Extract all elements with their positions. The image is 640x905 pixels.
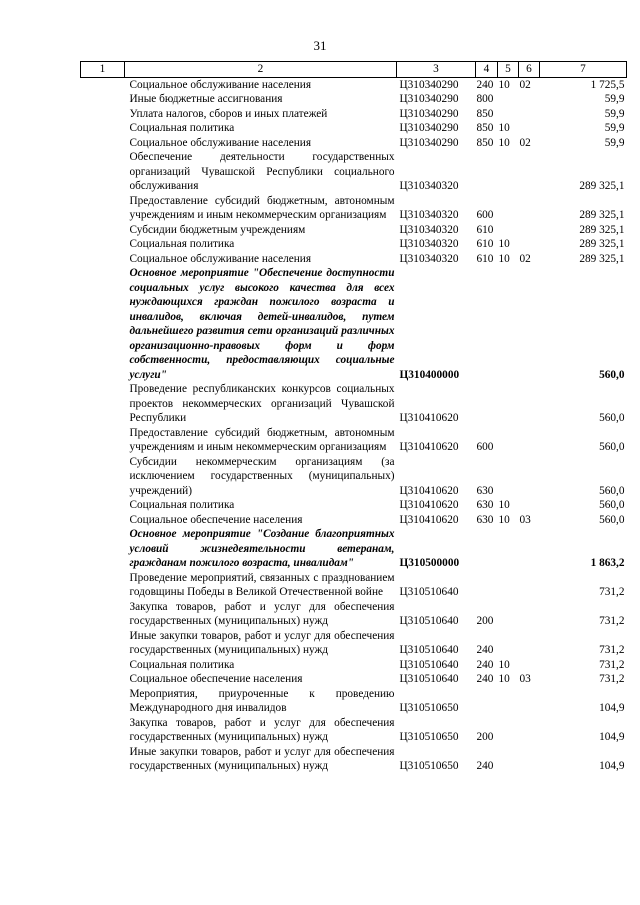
row-amount: 59,9 xyxy=(604,122,625,134)
row-target-code: Ц310400000 xyxy=(399,368,460,381)
row-expense-type xyxy=(476,266,498,382)
row-section xyxy=(498,92,519,107)
row-name: Социальное обслуживание населения xyxy=(129,78,312,91)
row-name: Уплата налогов, сборов и иных платежей xyxy=(129,107,328,120)
row-subsection xyxy=(519,121,540,136)
table-row xyxy=(81,92,627,107)
row-target-code: Ц310340320 xyxy=(399,252,459,265)
row-section xyxy=(498,266,519,382)
header-col-4: 4 xyxy=(476,62,498,78)
row-subsection xyxy=(519,600,540,629)
row-name: Проведение мероприятий, связанных с празднованием годовщины Победы в Великой Отечественной войне xyxy=(129,571,395,598)
table-row xyxy=(81,382,627,426)
row-amount: 59,9 xyxy=(604,107,625,120)
row-number-cell xyxy=(81,136,125,151)
row-target-code: Ц310410620 xyxy=(399,513,459,526)
row-name: Предоставление субсидий бюджетным, автономным учреждениям и иным некоммерческим организациям xyxy=(129,426,395,453)
table-row xyxy=(81,498,627,513)
row-name: Закупка товаров, работ и услуг для обеспечения государственных (муниципальных) нужд xyxy=(129,600,395,627)
row-amount: 1 725,5 xyxy=(590,78,625,91)
row-number-cell xyxy=(81,629,125,658)
table-row xyxy=(81,194,627,223)
row-expense-type: 850 xyxy=(476,107,494,120)
row-target-code: Ц310410620 xyxy=(399,499,459,511)
row-amount: 289 325,1 xyxy=(579,252,625,265)
row-subsection xyxy=(519,571,540,600)
row-number-cell xyxy=(81,455,125,499)
row-subsection: 03 xyxy=(519,673,531,685)
table-row xyxy=(81,629,627,658)
row-number-cell xyxy=(81,687,125,716)
row-expense-type: 240 xyxy=(476,78,494,91)
row-number-cell xyxy=(81,266,125,382)
row-subsection xyxy=(519,629,540,658)
row-expense-type: 200 xyxy=(476,615,494,627)
table-row xyxy=(81,716,627,745)
row-number-cell xyxy=(81,223,125,238)
row-subsection xyxy=(519,194,540,223)
table-row xyxy=(81,150,627,194)
table-row xyxy=(81,426,627,455)
row-amount: 731,2 xyxy=(599,658,625,671)
row-subsection xyxy=(519,266,540,382)
table-row xyxy=(81,527,627,571)
row-expense-type: 240 xyxy=(476,644,494,656)
row-target-code: Ц310340290 xyxy=(399,78,459,91)
row-expense-type xyxy=(476,527,498,571)
table-row xyxy=(81,687,627,716)
row-subsection xyxy=(519,223,540,238)
row-amount: 731,2 xyxy=(599,644,625,656)
row-section: 10 xyxy=(498,513,510,526)
table-row xyxy=(81,513,627,528)
row-subsection xyxy=(519,687,540,716)
row-amount: 731,2 xyxy=(599,673,625,685)
row-expense-type: 240 xyxy=(476,658,494,671)
row-section: 10 xyxy=(498,673,510,685)
row-target-code: Ц310510640 xyxy=(399,658,459,671)
table-row xyxy=(81,266,627,382)
table-row xyxy=(81,121,627,136)
row-number-cell xyxy=(81,498,125,513)
row-target-code: Ц310500000 xyxy=(399,557,460,569)
row-subsection xyxy=(519,150,540,194)
row-section xyxy=(498,382,519,426)
row-name: Социальное обеспечение населения xyxy=(129,513,303,526)
table-row xyxy=(81,252,627,267)
row-expense-type: 630 xyxy=(476,513,494,526)
header-row xyxy=(81,62,627,78)
row-expense-type xyxy=(476,571,498,600)
row-target-code: Ц310510650 xyxy=(399,702,459,714)
row-subsection: 02 xyxy=(519,136,531,149)
row-amount: 560,0 xyxy=(599,484,625,497)
row-subsection: 03 xyxy=(519,513,531,526)
page-number: 31 xyxy=(313,38,327,53)
row-name: Основное мероприятие "Обеспечение доступности социальных услуг высокого качества для всех нуждающихся граждан пожилого возраста и инвалидов, включая детей-инвалидов, путем дальнейшего развития сети организаций различных организационно-правовых форм и форм собственности, предоставляющих социальные услуги" xyxy=(129,267,395,381)
row-section xyxy=(498,687,519,716)
table-row xyxy=(81,571,627,600)
header-col-3: 3 xyxy=(397,62,476,78)
row-number-cell xyxy=(81,194,125,223)
row-number-cell xyxy=(81,716,125,745)
table-row xyxy=(81,107,627,122)
row-amount: 560,0 xyxy=(599,441,625,453)
row-expense-type: 200 xyxy=(476,731,494,743)
row-name: Обеспечение деятельности государственных организаций Чувашской Республики социального обслуживания xyxy=(129,151,395,192)
row-section: 10 xyxy=(498,136,510,149)
row-subsection xyxy=(519,716,540,745)
row-section xyxy=(498,194,519,223)
row-subsection xyxy=(519,92,540,107)
row-number-cell xyxy=(81,600,125,629)
row-section xyxy=(498,571,519,600)
row-subsection xyxy=(519,426,540,455)
row-expense-type: 630 xyxy=(476,499,494,511)
row-section: 10 xyxy=(498,238,510,250)
row-expense-type xyxy=(476,150,498,194)
row-target-code: Ц310340320 xyxy=(399,180,459,192)
row-subsection xyxy=(519,745,540,774)
table-body xyxy=(81,77,627,774)
row-section xyxy=(498,150,519,194)
row-target-code: Ц310510640 xyxy=(399,586,459,598)
row-expense-type: 600 xyxy=(476,441,494,453)
row-expense-type: 850 xyxy=(476,136,494,149)
header-col-7: 7 xyxy=(540,62,627,78)
table-row xyxy=(81,658,627,673)
row-subsection xyxy=(519,527,540,571)
row-subsection xyxy=(519,237,540,252)
row-target-code: Ц310340290 xyxy=(399,136,459,149)
row-section: 10 xyxy=(498,78,510,91)
row-subsection xyxy=(519,658,540,673)
row-section: 10 xyxy=(498,658,510,671)
row-amount: 104,9 xyxy=(599,760,625,772)
row-expense-type: 850 xyxy=(476,122,494,134)
row-number-cell xyxy=(81,426,125,455)
table-row xyxy=(81,745,627,774)
row-amount: 104,9 xyxy=(599,731,625,743)
row-expense-type: 610 xyxy=(476,223,494,236)
row-section xyxy=(498,527,519,571)
row-number-cell xyxy=(81,150,125,194)
row-section xyxy=(498,223,519,238)
row-expense-type xyxy=(476,382,498,426)
row-target-code: Ц310510640 xyxy=(399,644,459,656)
table-header xyxy=(81,62,627,78)
row-amount: 560,0 xyxy=(599,412,625,424)
row-section xyxy=(498,107,519,122)
row-number-cell xyxy=(81,382,125,426)
row-amount: 289 325,1 xyxy=(579,223,625,236)
row-target-code: Ц310340290 xyxy=(399,107,459,120)
table-row xyxy=(81,223,627,238)
row-number-cell xyxy=(81,513,125,528)
row-name: Социальная политика xyxy=(129,238,235,250)
row-section: 10 xyxy=(498,252,510,265)
row-amount: 289 325,1 xyxy=(579,238,625,250)
row-target-code: Ц310510650 xyxy=(399,760,459,772)
row-amount: 59,9 xyxy=(604,93,625,105)
row-name: Основное мероприятие "Создание благоприятных условий жизнедеятельности ветеранам, гражданам пожилого возраста, инвалидам" xyxy=(129,528,395,569)
row-name: Иные закупки товаров, работ и услуг для обеспечения государственных (муниципальных) нужд xyxy=(129,745,395,772)
row-name: Социальная политика xyxy=(129,658,235,671)
row-amount: 104,9 xyxy=(599,702,625,714)
row-name: Предоставление субсидий бюджетным, автономным учреждениям и иным некоммерческим организациям xyxy=(129,194,395,221)
row-name: Социальное обеспечение населения xyxy=(129,673,303,685)
row-expense-type: 610 xyxy=(476,238,494,250)
row-subsection xyxy=(519,107,540,122)
row-number-cell xyxy=(81,237,125,252)
row-amount: 289 325,1 xyxy=(579,209,625,221)
table-row xyxy=(81,672,627,687)
header-col-1: 1 xyxy=(81,62,125,78)
table-row xyxy=(81,455,627,499)
header-col-5: 5 xyxy=(498,62,519,78)
row-number-cell xyxy=(81,121,125,136)
row-target-code: Ц310510650 xyxy=(399,731,459,743)
row-expense-type: 630 xyxy=(476,484,494,497)
header-col-2: 2 xyxy=(125,62,397,78)
header-col-6: 6 xyxy=(519,62,540,78)
row-target-code: Ц310410620 xyxy=(399,484,459,497)
row-section: 10 xyxy=(498,122,510,134)
row-amount: 731,2 xyxy=(599,615,625,627)
row-number-cell xyxy=(81,107,125,122)
row-number-cell xyxy=(81,672,125,687)
row-amount: 289 325,1 xyxy=(579,180,625,192)
row-number-cell xyxy=(81,92,125,107)
row-expense-type: 240 xyxy=(476,673,494,685)
row-name: Проведение республиканских конкурсов социальных проектов некоммерческих организаций Чувашской Республики xyxy=(129,383,395,424)
row-number-cell xyxy=(81,252,125,267)
row-amount: 560,0 xyxy=(599,513,625,526)
row-subsection xyxy=(519,382,540,426)
row-amount: 59,9 xyxy=(604,136,625,149)
row-name: Иные закупки товаров, работ и услуг для обеспечения государственных (муниципальных) нужд xyxy=(129,629,395,656)
row-target-code: Ц310510640 xyxy=(399,615,459,627)
row-number-cell xyxy=(81,658,125,673)
row-name: Социальная политика xyxy=(129,122,235,134)
row-amount: 560,0 xyxy=(599,499,625,511)
row-subsection: 02 xyxy=(519,78,531,91)
row-target-code: Ц310340320 xyxy=(399,223,459,236)
row-subsection xyxy=(519,498,540,513)
row-amount: 731,2 xyxy=(599,586,625,598)
row-section xyxy=(498,629,519,658)
table-row xyxy=(81,77,627,92)
row-subsection: 02 xyxy=(519,252,531,265)
table-row xyxy=(81,237,627,252)
row-expense-type: 240 xyxy=(476,760,494,772)
row-target-code: Ц310510640 xyxy=(399,673,459,685)
table-row xyxy=(81,136,627,151)
row-subsection xyxy=(519,455,540,499)
row-target-code: Ц310340320 xyxy=(399,238,459,250)
row-section xyxy=(498,426,519,455)
row-target-code: Ц310410620 xyxy=(399,441,459,453)
row-number-cell xyxy=(81,77,125,92)
row-section xyxy=(498,716,519,745)
row-section xyxy=(498,600,519,629)
row-section xyxy=(498,745,519,774)
row-name: Социальное обслуживание населения xyxy=(129,252,312,265)
row-expense-type: 800 xyxy=(476,93,494,105)
table-row xyxy=(81,600,627,629)
row-target-code: Ц310410620 xyxy=(399,412,459,424)
row-amount: 560,0 xyxy=(599,368,625,381)
budget-table xyxy=(80,61,627,774)
row-amount: 1 863,2 xyxy=(590,557,625,569)
row-expense-type: 600 xyxy=(476,209,494,221)
row-name: Закупка товаров, работ и услуг для обеспечения государственных (муниципальных) нужд xyxy=(129,716,395,743)
row-number-cell xyxy=(81,527,125,571)
row-expense-type: 610 xyxy=(476,252,494,265)
row-name: Субсидии некоммерческим организациям (за исключением государственных (муниципальных) учреждений) xyxy=(129,455,395,497)
row-section: 10 xyxy=(498,499,510,511)
row-name: Мероприятия, приуроченные к проведению Международного дня инвалидов xyxy=(129,687,395,714)
row-number-cell xyxy=(81,571,125,600)
row-target-code: Ц310340320 xyxy=(399,209,459,221)
row-number-cell xyxy=(81,745,125,774)
row-target-code: Ц310340290 xyxy=(399,122,459,134)
row-target-code: Ц310340290 xyxy=(399,93,459,105)
row-name: Субсидии бюджетным учреждениям xyxy=(129,223,306,236)
row-section xyxy=(498,455,519,499)
row-name: Социальная политика xyxy=(129,499,235,511)
row-name: Иные бюджетные ассигнования xyxy=(129,93,283,105)
row-expense-type xyxy=(476,687,498,716)
row-name: Социальное обслуживание населения xyxy=(129,136,312,149)
